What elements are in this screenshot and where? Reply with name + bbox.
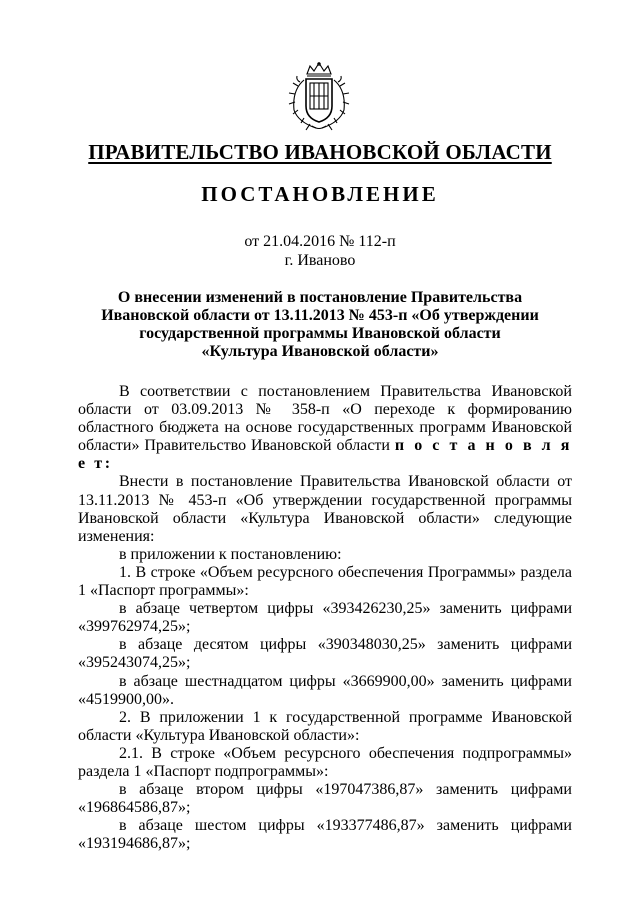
- paragraph-preamble: [78, 383, 572, 473]
- paragraph-annex: в приложении к постановлению:: [119, 545, 342, 563]
- document-body: [78, 383, 572, 853]
- paragraph-item-1: 1. В строке «Объем ресурсного обеспечения Программы» раздела 1 «Паспорт программы»:: [78, 563, 572, 600]
- paragraph-item-2-1-b: в абзаце шестом цифры «193377486,87» заменить цифрами «193194686,87»;: [78, 817, 572, 853]
- subject-line: «Культура Ивановской области»: [201, 343, 439, 360]
- paragraph-amendment-intro: Внести в постановление Правительства Ивановской области от 13.11.2013 № 453-п «Об утверждении государственной программы Ивановской области «Культура Ивановской области» следующие изменения:: [78, 473, 572, 545]
- government-title: ПРАВИТЕЛЬСТВО ИВАНОВСКОЙ ОБЛАСТИ: [88, 140, 552, 164]
- subject-line: О внесении изменений в постановление Правительства: [117, 289, 523, 306]
- document-city: г. Иваново: [284, 252, 356, 269]
- paragraph-item-1-a: в абзаце четвертом цифры «393426230,25» заменить цифрами «399762974,25»;: [78, 600, 572, 636]
- document-type: ПОСТАНОВЛЕНИЕ: [201, 182, 439, 206]
- document-subject: [80, 289, 560, 361]
- document-date-number: от 21.04.2016 № 112-п: [244, 233, 396, 250]
- preamble-text: В соответствии с постановлением Правительства Ивановской области от 03.09.2013 № 358-п «О переходе к формированию областного бюджета на основе государственных программ Ивановской области» Правительство Ивановской области: [78, 383, 572, 455]
- paragraph-item-2-1-a: в абзаце втором цифры «197047386,87» заменить цифрами «196864586,87»;: [78, 781, 572, 817]
- paragraph-item-2: 2. В приложении 1 к государственной программе Ивановской области «Культура Ивановской области»:: [78, 708, 572, 744]
- ivanovo-coat-of-arms-icon: [286, 60, 352, 132]
- paragraph-item-1-b: в абзаце десятом цифры «390348030,25» заменить цифрами «395243074,25»;: [78, 636, 572, 672]
- paragraph-item-2-1: 2.1. В строке «Объем ресурсного обеспечения подпрограммы» раздела 1 «Паспорт подпрограммы»:: [78, 744, 572, 780]
- subject-line: Ивановской области от 13.11.2013 № 453-п «Об утверждении: [101, 307, 539, 324]
- decree-word: п о с т а н о в л я е т:: [78, 437, 572, 473]
- paragraph-item-1-c: в абзаце шестнадцатом цифры «3669900,00» заменить цифрами «4519900,00».: [78, 672, 572, 708]
- subject-line: государственной программы Ивановской области: [139, 325, 501, 342]
